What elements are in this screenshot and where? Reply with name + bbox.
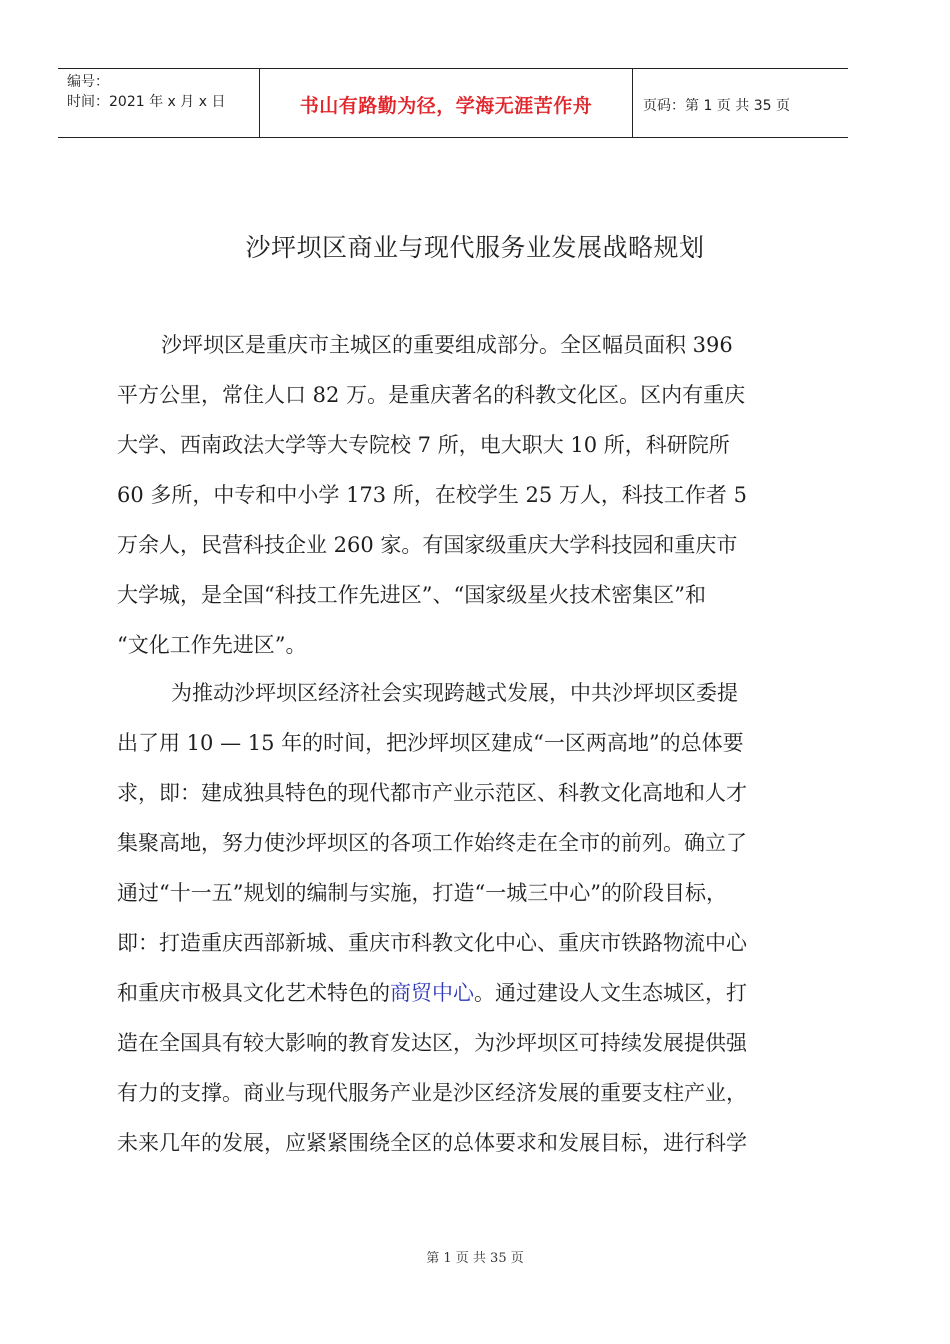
document-header	[58, 68, 848, 138]
header-page-info: 页码：第 1 页 共 35 页	[643, 98, 790, 114]
paragraph-line: 造在全国具有较大影响的教育发达区，为沙坪坝区可持续发展提供强	[117, 1031, 747, 1055]
paragraph-line: 未来几年的发展，应紧紧围绕全区的总体要求和发展目标，进行科学	[117, 1131, 747, 1155]
header-motto-cell	[259, 69, 633, 137]
paragraph-line: 即：打造重庆西部新城、重庆市科教文化中心、重庆市铁路物流中心	[117, 931, 747, 955]
paragraph-line: 大学城，是全国“科技工作先进区”、“国家级星火技术密集区”和	[117, 583, 706, 607]
document-date-label: 时间：2021 年 x 月 x 日	[67, 94, 226, 110]
header-page-cell	[633, 69, 848, 137]
paragraph-line: 通过“十一五”规划的编制与实施，打造“一城三中心”的阶段目标，	[117, 881, 727, 905]
paragraph-line: 出了用 10 — 15 年的时间，把沙坪坝区建成“一区两高地”的总体要	[117, 731, 744, 755]
paragraph-line: 求，即：建成独具特色的现代都市产业示范区、科教文化高地和人才	[117, 781, 747, 805]
paragraph-line: 60 多所，中专和中小学 173 所，在校学生 25 万人，科技工作者 5	[117, 483, 747, 507]
document-title: 沙坪坝区商业与现代服务业发展战略规划	[245, 233, 705, 262]
business-center-link[interactable]: 商贸中心	[390, 981, 474, 1005]
paragraph-line: 有力的支撑。商业与现代服务产业是沙区经济发展的重要支柱产业，	[117, 1081, 747, 1105]
motto-text: 书山有路勤为径，学海无涯苦作舟	[299, 95, 593, 117]
paragraph-line: 集聚高地，努力使沙坪坝区的各项工作始终走在全市的前列。确立了	[117, 831, 747, 855]
header-meta-cell	[58, 69, 259, 137]
line-suffix: 。通过建设人文生态城区，打	[474, 981, 747, 1005]
paragraph-line: 为推动沙坪坝区经济社会实现跨越式发展，中共沙坪坝区委提	[171, 681, 738, 705]
page-footer: 第 1 页 共 35 页	[426, 1251, 524, 1266]
document-number-label: 编号：	[67, 74, 109, 90]
paragraph-line: 平方公里，常住人口 82 万。是重庆著名的科教文化区。区内有重庆	[117, 383, 746, 407]
paragraph-line: 大学、西南政法大学等大专院校 7 所，电大职大 10 所，科研院所	[117, 433, 730, 457]
paragraph-line: 沙坪坝区是重庆市主城区的重要组成部分。全区幅员面积 396	[161, 333, 733, 357]
paragraph-line-with-link	[117, 978, 747, 1008]
paragraph-line: 万余人，民营科技企业 260 家。有国家级重庆大学科技园和重庆市	[117, 533, 738, 557]
line-prefix: 和重庆市极具文化艺术特色的	[117, 981, 390, 1005]
paragraph-line: “文化工作先进区”。	[117, 633, 307, 657]
